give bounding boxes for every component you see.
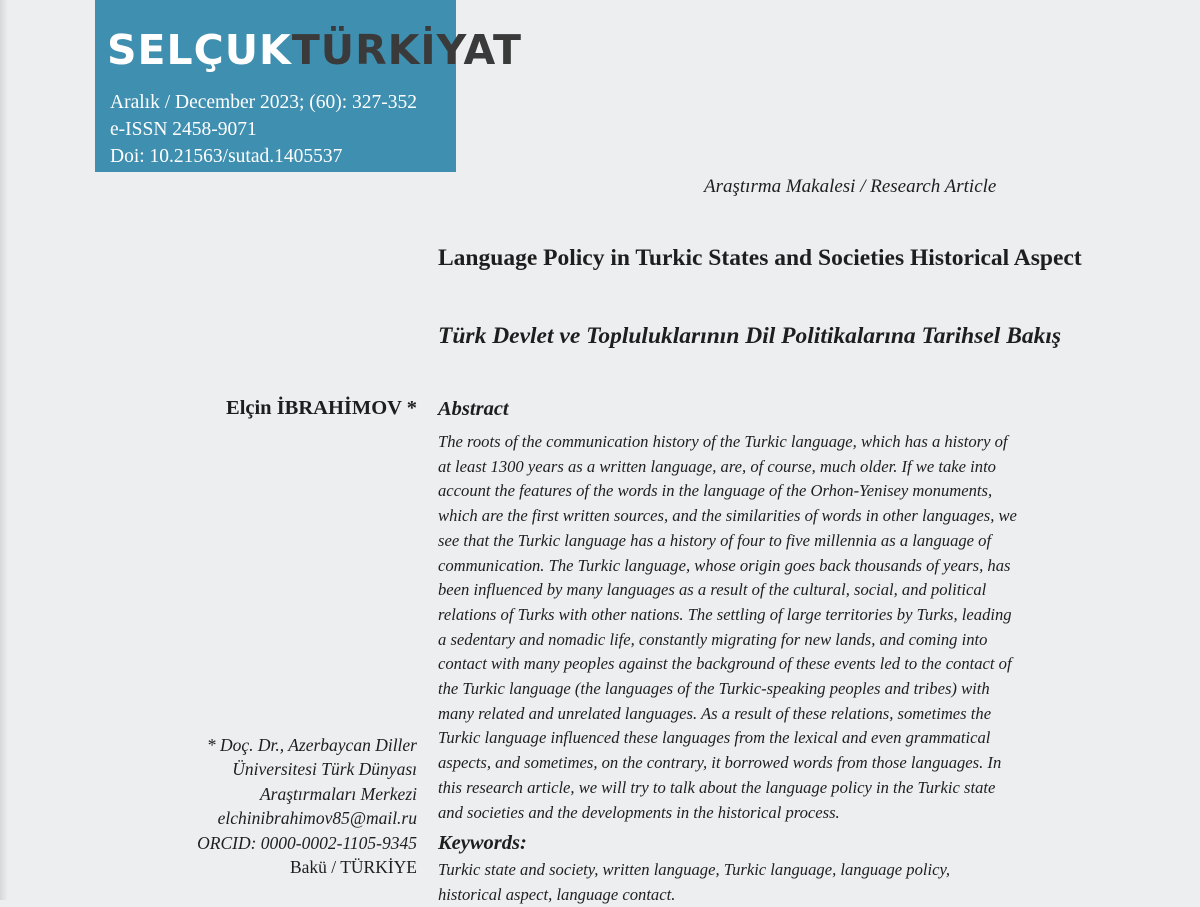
abstract-line: which are the first written sources, and the similarities of words in other languages, we <box>438 506 1017 526</box>
affiliation-university: Üniversitesi Türk Dünyası <box>232 759 417 780</box>
title-english: Language Policy in Turkic States and Societies Historical Aspect <box>438 245 1082 271</box>
journal-logo <box>107 26 522 74</box>
abstract-line: aspects, and sometimes, on the contrary, it borrowed words from those languages. In <box>438 753 1002 773</box>
keywords-line: historical aspect, language contact. <box>438 884 676 904</box>
abstract-line: communication. The Turkic language, whose origin goes back thousands of years, has <box>438 555 1011 575</box>
abstract-line: at least 1300 years as a written language, are, of course, much older. If we take into <box>438 456 996 476</box>
author-name: Elçin İBRAHİMOV * <box>226 397 417 419</box>
article-type: Araştırma Makalesi / Research Article <box>704 176 997 197</box>
journal-eissn: e-ISSN 2458-9071 <box>110 119 257 140</box>
keywords-heading: Keywords: <box>438 832 527 854</box>
abstract-line: The roots of the communication history of the Turkic language, which has a history of <box>438 432 1008 451</box>
author-orcid: ORCID: 0000-0002-1105-9345 <box>197 832 417 853</box>
keywords-line: Turkic state and society, written language, Turkic language, language policy, <box>438 860 951 879</box>
author-location: Bakü / TÜRKİYE <box>289 857 417 878</box>
abstract-line: the Turkic language (the languages of the Turkic-speaking peoples and tribes) with <box>438 679 990 699</box>
abstract-line: account the features of the words in the language of the Orhon-Yenisey monuments, <box>438 481 993 501</box>
author-affiliation <box>90 733 417 879</box>
journal-issue: Aralık / December 2023; (60): 327-352 <box>110 92 418 113</box>
abstract-line: Turkic language influenced these languages from the lexical and even grammatical <box>438 728 991 748</box>
abstract-line: a sedentary and nomadic life, constantly migrating for new lands, and coming into <box>438 629 988 649</box>
logo-text-selcuk: SELÇUK <box>107 26 292 74</box>
page-edge-shadow <box>0 0 8 900</box>
abstract-body <box>438 430 1083 825</box>
abstract-line: many related and unrelated languages. As a result of these relations, sometimes the <box>438 703 992 723</box>
author-email: elchinibrahimov85@mail.ru <box>217 808 417 829</box>
journal-doi: Doi: 10.21563/sutad.1405537 <box>110 146 343 167</box>
abstract-line: see that the Turkic language has a history of four to five millennia as a language of <box>438 530 992 550</box>
title-turkish: Türk Devlet ve Topluluklarının Dil Politikalarına Tarihsel Bakış <box>438 323 1062 349</box>
abstract-line: contact with many peoples against the background of these events led to the contact of <box>438 654 1012 674</box>
affiliation-title: * Doç. Dr., Azerbaycan Diller <box>206 735 417 755</box>
abstract-line: this research article, we will try to talk about the language policy in the Turkic state <box>438 777 996 797</box>
abstract-heading: Abstract <box>438 398 509 420</box>
logo-text-turkiyat: TÜRKİYAT <box>291 26 522 74</box>
abstract-line: been influenced by many languages as a result of the cultural, social, and political <box>438 580 987 600</box>
abstract-line: and societies and the developments in the historical process. <box>438 802 840 822</box>
journal-header-box <box>95 0 522 172</box>
affiliation-center: Araştırmaları Merkezi <box>259 783 417 804</box>
abstract-line: relations of Turks with other nations. The settling of large territories by Turks, leading <box>438 604 1012 624</box>
